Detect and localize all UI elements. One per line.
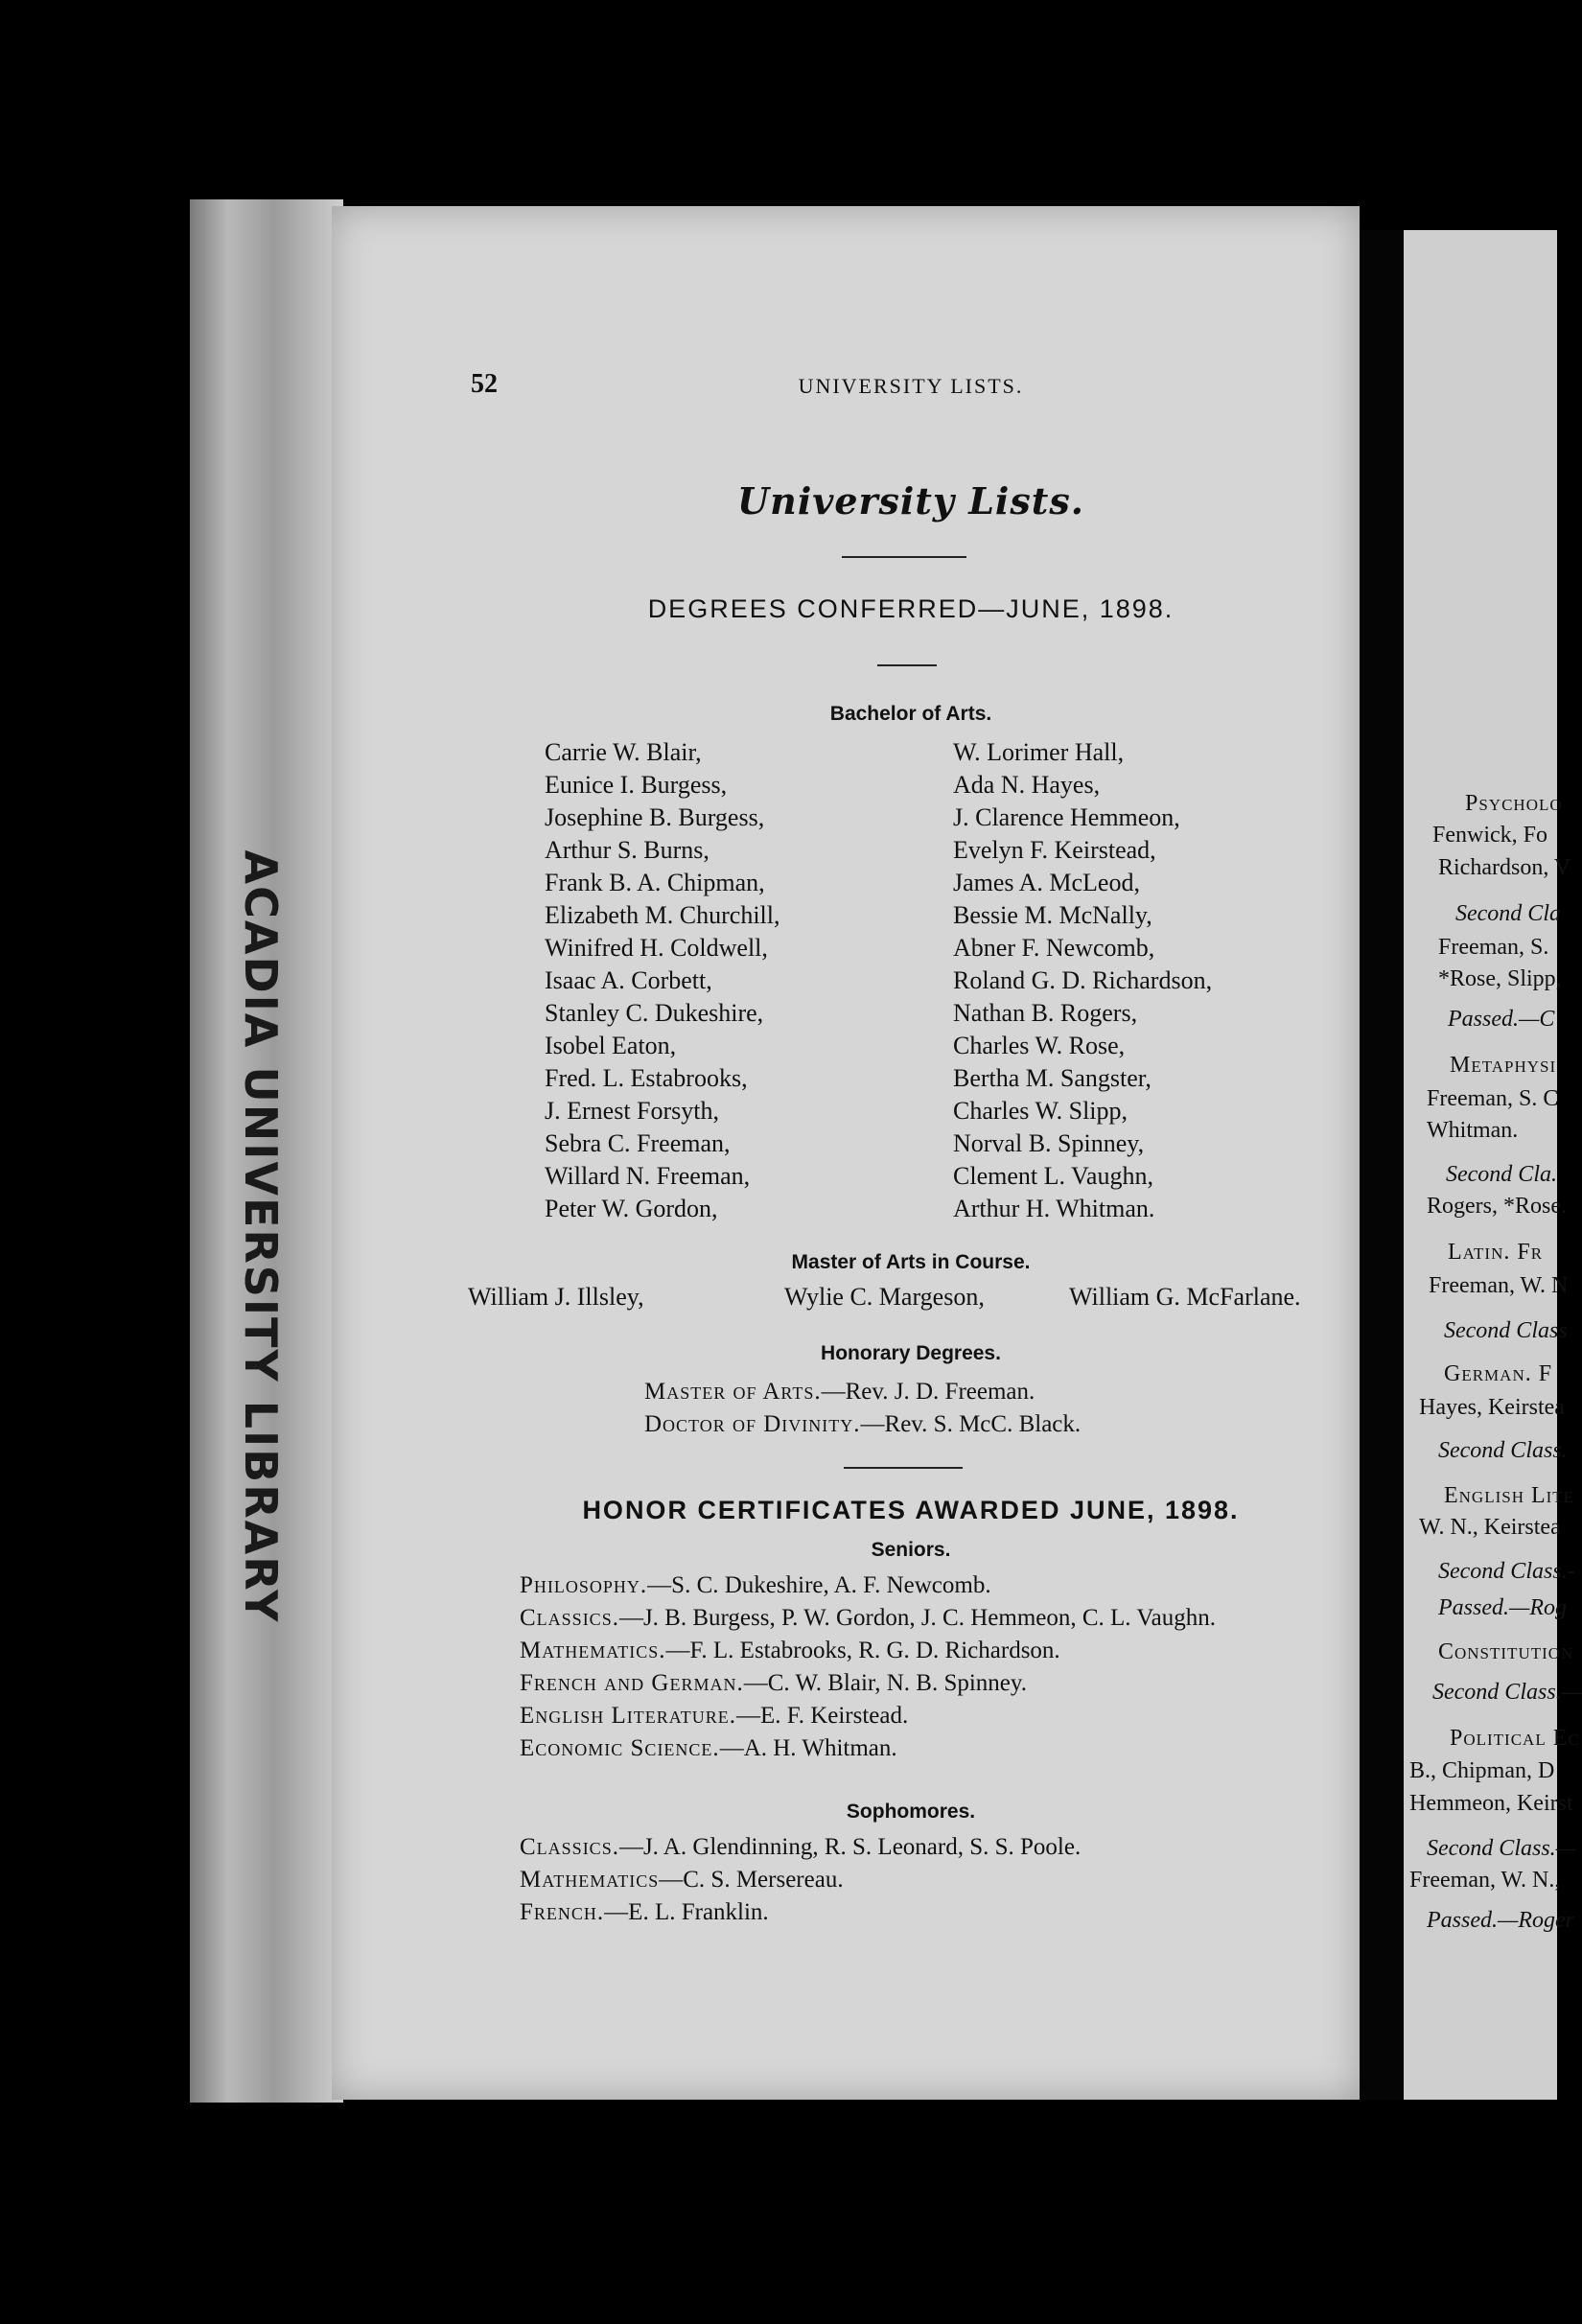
- bachelor-list-right: [953, 736, 1212, 1225]
- graduate-name: Josephine B. Burgess,: [545, 803, 765, 831]
- graduate-name: Winifred H. Coldwell,: [545, 934, 768, 962]
- subject: Classics.: [520, 1605, 619, 1631]
- next-page-line: Freeman, W. N: [1429, 1273, 1569, 1298]
- graduate-name: Arthur H. Whitman.: [953, 1195, 1155, 1222]
- masters-names: [468, 1283, 1331, 1315]
- next-page-line: English Lite: [1444, 1483, 1575, 1508]
- subject: Economic Science.: [520, 1735, 720, 1761]
- masters-name: William G. McFarlane.: [1069, 1283, 1301, 1311]
- graduate-name: J. Clarence Hemmeon,: [953, 803, 1180, 831]
- subject: English Literature.: [520, 1703, 737, 1729]
- next-page-line: Passed.—C: [1448, 1007, 1555, 1032]
- honor-heading: HONOR CERTIFICATES AWARDED JUNE, 1898.: [582, 1496, 1240, 1524]
- graduate-name: Nathan B. Rogers,: [953, 999, 1138, 1027]
- graduate-name: Carrie W. Blair,: [545, 738, 702, 766]
- graduate-name: Peter W. Gordon,: [545, 1195, 718, 1222]
- honorary-heading: Honorary Degrees.: [821, 1342, 1001, 1364]
- next-page-line: *Rose, Slipp,: [1438, 966, 1562, 991]
- graduate-name: Frank B. A. Chipman,: [545, 869, 765, 896]
- graduate-name: Ada N. Hayes,: [953, 771, 1101, 799]
- certificate-line: [520, 1896, 1081, 1929]
- seniors-heading: Seniors.: [871, 1539, 951, 1561]
- graduate-name: Sebra C. Freeman,: [545, 1129, 731, 1157]
- graduate-name: Abner F. Newcomb,: [953, 934, 1155, 962]
- graduate-name: Arthur S. Burns,: [545, 836, 710, 864]
- graduate-name: Isaac A. Corbett,: [545, 966, 712, 994]
- certificate-line: [520, 1831, 1081, 1864]
- graduate-name: Norval B. Spinney,: [953, 1129, 1145, 1157]
- graduate-name: Bessie M. McNally,: [953, 901, 1152, 929]
- graduate-name: Evelyn F. Keirstead,: [953, 836, 1156, 864]
- subject: French and German.: [520, 1670, 744, 1696]
- page-number: 52: [471, 369, 498, 399]
- bachelor-list-left: [545, 736, 780, 1225]
- certificate-line: [520, 1635, 1216, 1667]
- next-page-line: B., Chipman, D: [1409, 1758, 1555, 1783]
- graduate-name: Charles W. Slipp,: [953, 1097, 1128, 1125]
- page-title: University Lists.: [737, 479, 1084, 523]
- running-title: UNIVERSITY LISTS.: [798, 374, 1024, 398]
- graduate-name: Bertha M. Sangster,: [953, 1064, 1152, 1092]
- honorary-lines: [644, 1376, 1081, 1441]
- subject: Classics.: [520, 1834, 619, 1860]
- next-page-line: Freeman, S.: [1438, 935, 1549, 960]
- next-page-line: Metaphysi: [1450, 1053, 1557, 1078]
- graduate-name: James A. McLeod,: [953, 869, 1140, 896]
- sophomores-lines: [520, 1831, 1081, 1929]
- bachelor-heading: Bachelor of Arts.: [829, 703, 992, 725]
- next-page-line: Freeman, W. N.,: [1409, 1868, 1561, 1893]
- next-page-fragment: [1404, 230, 1582, 2100]
- honorary-line: Master of Arts.—Rev. J. D. Freeman.: [644, 1379, 1035, 1405]
- certificate-line: [520, 1732, 1216, 1765]
- recipients: —J. B. Burgess, P. W. Gordon, J. C. Hemmeon, C. L. Vaughn.: [618, 1605, 1216, 1631]
- next-page-line: Second Class.—: [1427, 1836, 1576, 1861]
- seniors-lines: [520, 1569, 1216, 1765]
- next-page-line: Second Class.-: [1438, 1559, 1575, 1584]
- graduate-name: Roland G. D. Richardson,: [953, 966, 1213, 994]
- graduate-name: Willard N. Freeman,: [545, 1162, 751, 1190]
- recipients: —C. W. Blair, N. B. Spinney.: [743, 1670, 1028, 1696]
- masters-name: William J. Illsley,: [468, 1283, 644, 1311]
- subject: Mathematics: [520, 1867, 660, 1893]
- certificate-line: [520, 1602, 1216, 1635]
- sophomores-heading: Sophomores.: [846, 1801, 976, 1823]
- recipients: —C. S. Mersereau.: [659, 1867, 844, 1893]
- graduate-name: J. Ernest Forsyth,: [545, 1097, 719, 1125]
- recipients: —E. L. Franklin.: [604, 1899, 769, 1925]
- next-page-line: Passed.—Rog: [1438, 1595, 1567, 1620]
- subject: French.: [520, 1899, 605, 1925]
- divider-rule: [842, 556, 966, 558]
- certificate-line: [520, 1569, 1216, 1602]
- next-page-line: W. N., Keirstea: [1419, 1515, 1561, 1540]
- next-page-line: Psycholo: [1465, 791, 1563, 816]
- graduate-name: Elizabeth M. Churchill,: [545, 901, 780, 929]
- next-page-line: Freeman, S. C: [1427, 1086, 1559, 1111]
- masters-name: Wylie C. Margeson,: [784, 1283, 985, 1311]
- honorary-line: Doctor of Divinity.—Rev. S. McC. Black.: [644, 1411, 1082, 1437]
- certificate-line: [520, 1700, 1216, 1732]
- library-stamp: ACADIA UNIVERSITY LIBRARY: [235, 849, 287, 1624]
- next-page-line: Whitman.: [1427, 1118, 1519, 1143]
- next-page-line: Second Class: [1444, 1318, 1568, 1343]
- subject: Mathematics.: [520, 1638, 666, 1663]
- divider-rule: [844, 1467, 963, 1469]
- masters-heading: Master of Arts in Course.: [791, 1251, 1031, 1273]
- graduate-name: Isobel Eaton,: [545, 1032, 677, 1059]
- next-page-line: Second Class.: [1438, 1438, 1568, 1463]
- next-page-line: Rogers, *Rose.: [1427, 1194, 1567, 1219]
- next-page-line: German. F: [1444, 1361, 1553, 1386]
- next-page-line: Latin. Fr: [1448, 1240, 1544, 1265]
- next-page-line: Fenwick, Fo: [1432, 823, 1547, 848]
- graduate-name: Fred. L. Estabrooks,: [545, 1064, 748, 1092]
- next-page-line: Richardson, V: [1438, 855, 1571, 880]
- recipients: —F. L. Estabrooks, R. G. D. Richardson.: [665, 1638, 1060, 1663]
- next-page-line: Second Cla.: [1446, 1162, 1557, 1187]
- next-page-line: Political Ec: [1450, 1726, 1580, 1751]
- recipients: —E. F. Keirstead.: [736, 1703, 909, 1729]
- graduate-name: Stanley C. Dukeshire,: [545, 999, 764, 1027]
- next-page-line: Constitution: [1438, 1639, 1574, 1664]
- degrees-heading: DEGREES CONFERRED—JUNE, 1898.: [647, 594, 1175, 623]
- graduate-name: Eunice I. Burgess,: [545, 771, 728, 799]
- recipients: —J. A. Glendinning, R. S. Leonard, S. S. Poole.: [618, 1834, 1082, 1860]
- certificate-line: [520, 1667, 1216, 1700]
- subject: Philosophy.: [520, 1572, 648, 1598]
- graduate-name: W. Lorimer Hall,: [953, 738, 1125, 766]
- recipients: —S. C. Dukeshire, A. F. Newcomb.: [647, 1572, 991, 1598]
- graduate-name: Clement L. Vaughn,: [953, 1162, 1153, 1190]
- next-page-line: Second Class.—: [1432, 1680, 1582, 1705]
- next-page-line: Hayes, Keirstea: [1419, 1395, 1565, 1420]
- divider-rule: [877, 664, 937, 666]
- next-page-line: Passed.—Roger: [1427, 1908, 1574, 1933]
- graduate-name: Charles W. Rose,: [953, 1032, 1126, 1059]
- certificate-line: [520, 1864, 1081, 1896]
- recipients: —A. H. Whitman.: [719, 1735, 897, 1761]
- next-page-line: Hemmeon, Keirst: [1409, 1791, 1573, 1816]
- next-page-line: Second Cla: [1455, 901, 1561, 926]
